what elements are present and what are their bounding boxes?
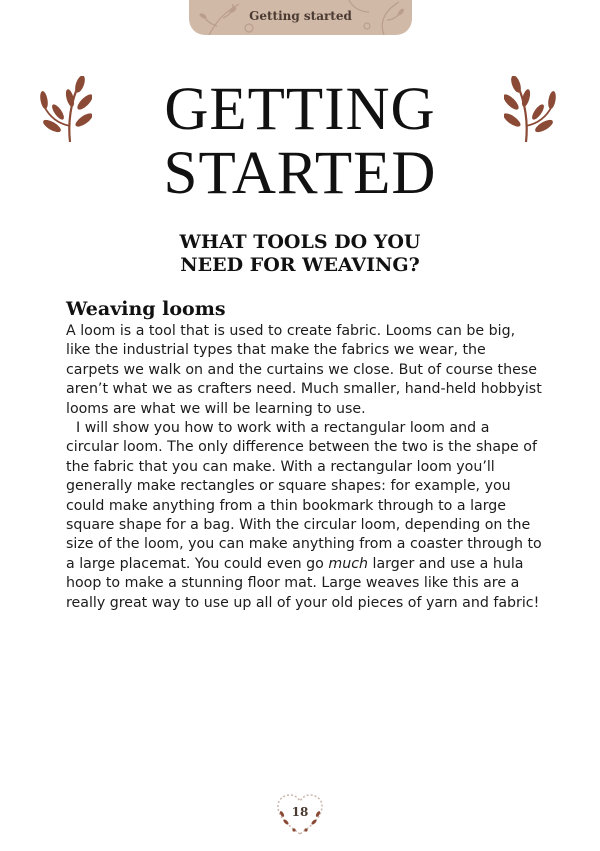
paragraph-1: A loom is a tool that is used to create fabric. Looms can be big, like the industrial types that make the fabrics we wear, the carpets we walk on and the curtains we close. But of course these aren’t what we as crafters need. Much smaller, hand-held hobbyist looms are what we will be learning to use. [66, 323, 542, 417]
paragraph-2 [66, 419, 542, 613]
page-subtitle [0, 231, 600, 277]
page-number: 18 [291, 805, 309, 819]
header-tab [189, 0, 412, 35]
page-subtitle-line-1: WHAT TOOLS DO YOU [179, 231, 421, 253]
paragraph-2-part-2: larger and use a hula hoop to make a stunning floor mat. Large weaves like this are a really great way to use up all of your old pieces of yarn and fabric! [66, 555, 540, 611]
section-heading: Weaving looms [66, 298, 226, 320]
header-tab-label: Getting started [249, 9, 352, 23]
paragraph-2-emphasis: much [328, 555, 368, 572]
page-title-line-2: STARTED [163, 140, 437, 207]
page-title-line-1: GETTING [164, 76, 436, 143]
paragraph-2-part-1: I will show you how to work with a rectangular loom and a circular loom. The only difference between the two is the shape of the fabric that you can make. With a rectangular loom you’ll generally make rectangles or square shapes: for example, you could make anything from a thin bookmark through to a large square shape for a bag. With the circular loom, depending on the size of the loom, you can make anything from a coaster through to a large placemat. You could even go [66, 420, 542, 572]
page-title [0, 76, 600, 207]
page-subtitle-line-2: NEED FOR WEAVING? [180, 254, 420, 276]
body-text [66, 322, 542, 613]
